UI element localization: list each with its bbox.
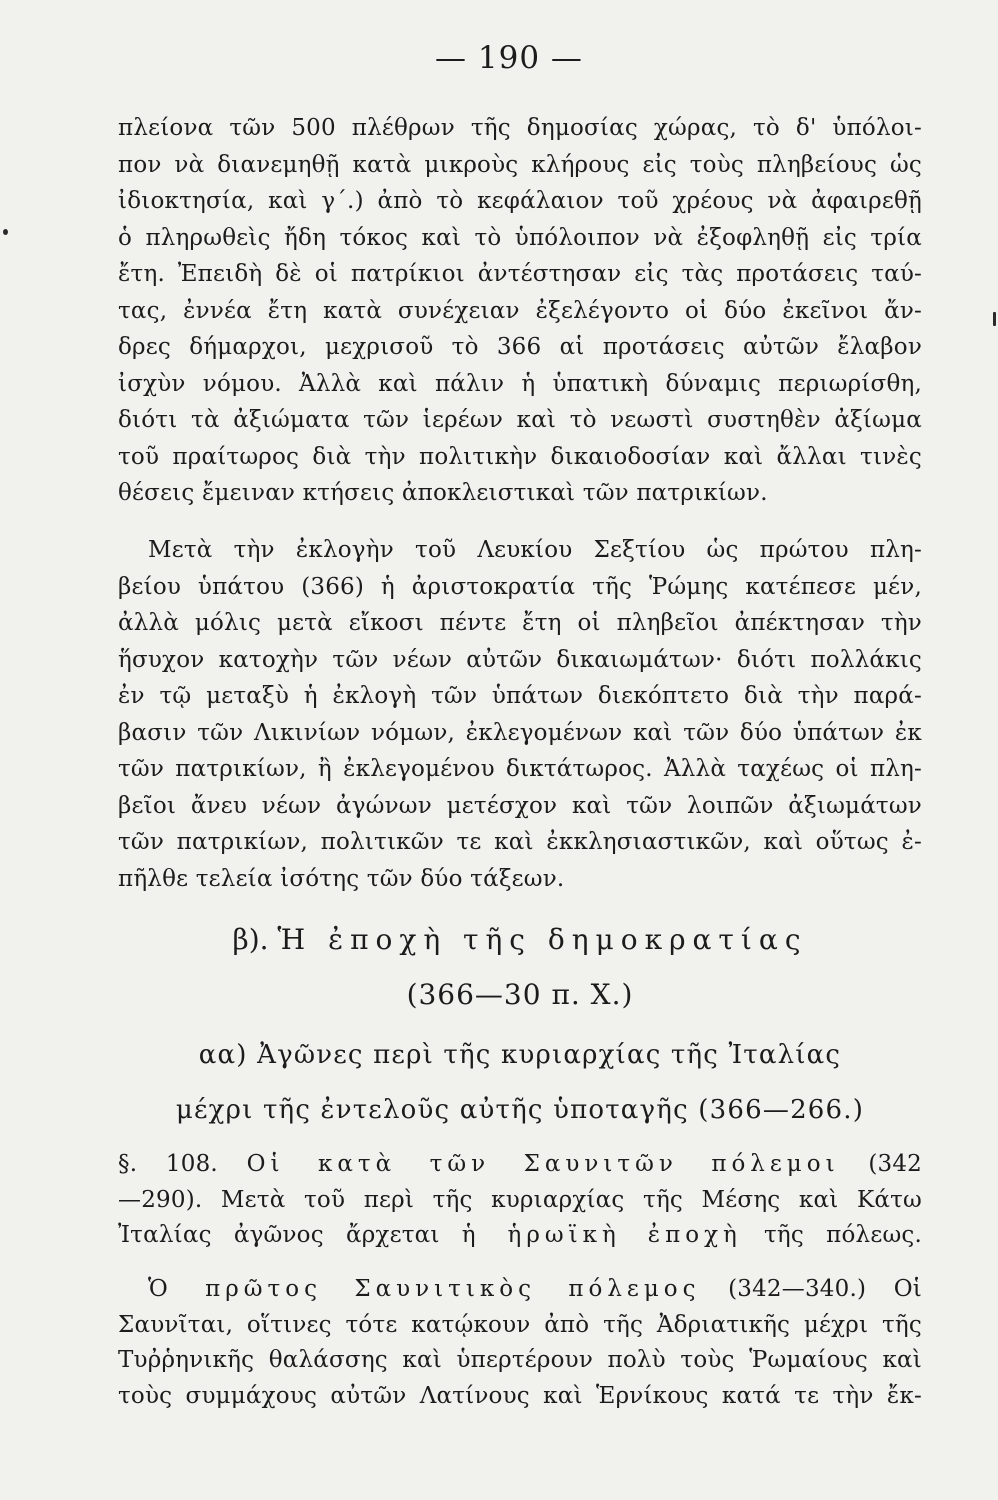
text-line: ἀλλὰ μόλις μετὰ εἴκοσι πέντε ἔτη οἱ πληβεῖοι ἀπέκτησαν τὴν xyxy=(118,610,922,636)
text-run: Ἰταλίας ἀγῶνος ἄρχεται xyxy=(118,1222,440,1248)
section-title: Οἱ κατὰ τῶν Σαυνιτῶν πόλεμοι xyxy=(246,1151,840,1177)
page-number: — 190 — xyxy=(435,40,583,76)
text-line: τῶν πατρικίων, ἢ ἐκλεγομένου δικτάτωρος. Ἀλλὰ ταχέως οἱ πλη- xyxy=(118,756,922,782)
emphasis-text: Ὁ πρῶτος Σαυνιτικὸς πόλεμος xyxy=(148,1276,701,1302)
section-heading xyxy=(118,915,922,965)
text-line: τοῦ πραίτωρος διὰ τὴν πολιτικὴν δικαιοδοσίαν καὶ ἄλλαι τινὲς xyxy=(118,443,922,470)
text-line: ἰσχὺν νόμου. Ἀλλὰ καὶ πάλιν ἡ ὑπατικὴ δύναμις περιωρίσθη, xyxy=(118,370,922,397)
section-period: (366—30 π. Χ.) xyxy=(406,978,634,1011)
text-run: τῆς πόλεως. xyxy=(764,1222,922,1248)
scan-speck xyxy=(993,312,996,326)
section-108 xyxy=(118,1147,922,1254)
section-title: Ἡ ἐποχὴ τῆς δημοκρατίας xyxy=(277,923,808,956)
text-line: βασιν τῶν Λικινίων νόμων, ἐκλεγομένων καὶ τῶν δύο ὑπάτων ἐκ xyxy=(118,719,922,746)
text-line: ἐν τῷ μεταξὺ ἡ ἐκλογὴ τῶν ὑπάτων διεκόπτετο διὰ τὴν παρά- xyxy=(118,683,922,709)
text-line: διότι τὰ ἀξιώματα τῶν ἱερέων καὶ τὸ νεωστὶ συστηθὲν ἀξίωμα xyxy=(118,407,922,433)
text-line: βείου ὑπάτου (366) ἡ ἀριστοκρατία τῆς Ῥώμης κατέπεσε μέν, xyxy=(118,573,922,600)
paragraph xyxy=(118,532,922,897)
text-line: Σαυνῖται, οἵτινες τότε κατῴκουν ἀπὸ τῆς Ἀδριατικῆς μέχρι τῆς xyxy=(118,1311,922,1338)
paragraph xyxy=(118,1272,922,1414)
subheading-line: αα) Ἀγῶνες περὶ τῆς κυριαρχίας τῆς Ἰταλίας xyxy=(198,1040,842,1070)
text-line: θέσεις ἔμειναν κτήσεις ἀποκλειστικαὶ τῶν πατρικίων. xyxy=(118,480,768,506)
text-line xyxy=(118,1147,922,1183)
text-line: πον νὰ διανεμηθῇ κατὰ μικροὺς κλήρους εἰς τοὺς πληβείους ὡς xyxy=(118,151,922,178)
text-line: τας, ἐννέα ἔτη κατὰ συνέχειαν ἐξελέγοντο οἱ δύο ἐκεῖνοι ἄν- xyxy=(118,297,922,324)
scan-speck xyxy=(3,229,8,235)
text-line: ἰδιοκτησία, καὶ γ΄.) ἀπὸ τὸ κεφάλαιον τοῦ χρέους νὰ ἀφαιρεθῇ xyxy=(118,188,922,214)
text-line: ὁ πληρωθεὶς ἤδη τόκος καὶ τὸ ὑπόλοιπον νὰ ἐξοφληθῇ εἰς τρία xyxy=(118,224,922,251)
text-line: ἥσυχον κατοχὴν τῶν νέων αὐτῶν δικαιωμάτων· διότι πολλάκις xyxy=(118,646,922,673)
text-line: πῆλθε τελεία ἰσότης τῶν δύο τάξεων. xyxy=(118,865,565,892)
text-run: (342—340.) Οἱ xyxy=(728,1276,922,1302)
emphasis-text: ἡ ἡρωϊκὴ ἐποχὴ xyxy=(461,1222,742,1248)
text-line: ἔτη. Ἐπειδὴ δὲ οἱ πατρίκιοι ἀντέστησαν εἰς τὰς προτάσεις ταύ- xyxy=(118,261,922,287)
section-years: (342 xyxy=(868,1151,923,1177)
paragraph xyxy=(118,110,922,512)
text-line: Μετὰ τὴν ἐκλογὴν τοῦ Λευκίου Σεξτίου ὡς πρώτου πλη- xyxy=(148,537,922,563)
text-line: —290). Μετὰ τοῦ περὶ τῆς κυριαρχίας τῆς Μέσης καὶ Κάτω xyxy=(118,1186,922,1213)
text-line: δρες δήμαρχοι, μεχρισοῦ τὸ 366 αἱ προτάσεις αὐτῶν ἔλαβον xyxy=(118,334,922,360)
subheading-line: μέχρι τῆς ἐντελοῦς αὐτῆς ὑποταγῆς (366—266.) xyxy=(175,1095,865,1125)
text-line: τοὺς συμμάχους αὐτῶν Λατίνους καὶ Ἑρνίκους κατά τε τὴν ἔκ- xyxy=(118,1382,922,1409)
text-line xyxy=(118,1218,922,1254)
text-line: Τυῤῥηνικῆς θαλάσσης καὶ ὑπερτέρουν πολὺ τοὺς Ῥωμαίους καὶ xyxy=(118,1347,922,1373)
section-label: β). xyxy=(232,923,269,956)
section-number: §. 108. xyxy=(118,1151,218,1177)
text-line: βεῖοι ἄνευ νέων ἀγώνων μετέσχον καὶ τῶν λοιπῶν ἀξιωμάτων xyxy=(118,792,922,819)
text-line xyxy=(118,1272,922,1308)
text-line: τῶν πατρικίων, πολιτικῶν τε καὶ ἐκκλησιαστικῶν, καὶ οὕτως ἐ- xyxy=(118,829,922,855)
text-line: πλείονα τῶν 500 πλέθρων τῆς δημοσίας χώρας, τὸ δ' ὑπόλοι- xyxy=(118,115,922,141)
